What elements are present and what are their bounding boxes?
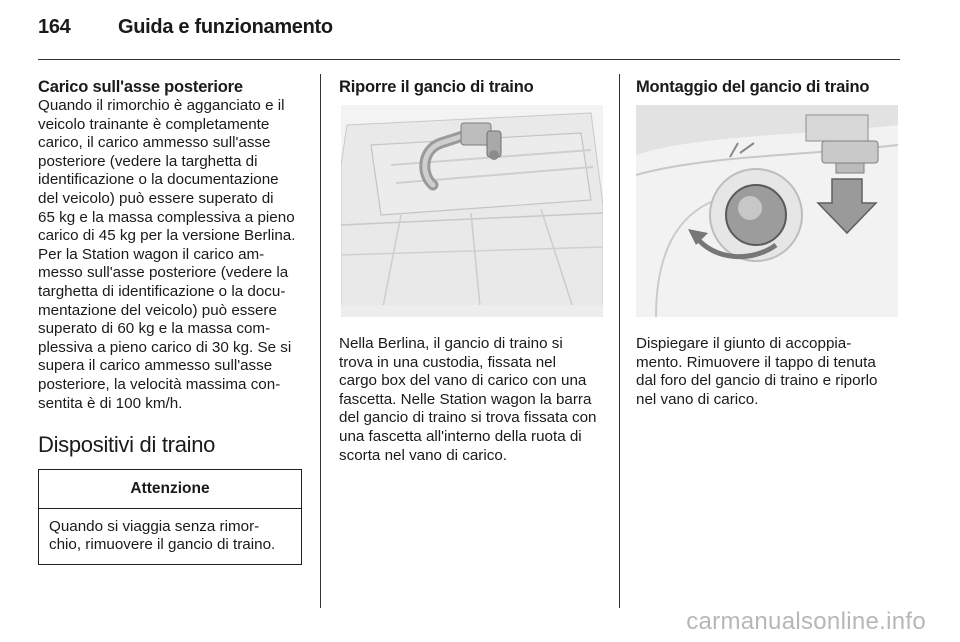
text-line: chio, rimuovere il gancio di traino. (49, 536, 276, 554)
text-line: mentazione del veicolo) può essere (38, 301, 277, 319)
warning-text (39, 509, 301, 564)
text-line: Nella Berlina, il gancio di traino si (339, 335, 563, 352)
text-line: plessiva a pieno carico di 30 kg. Se si (38, 338, 292, 356)
column-divider-2 (619, 74, 620, 608)
column-divider-1 (320, 74, 321, 608)
text-line: cargo box del vano di carico con una (339, 372, 587, 390)
text-line: scorta nel vano di carico. (339, 446, 507, 464)
mount-tow-hook-text (636, 335, 902, 409)
text-line: targhetta di identificazione o la docu‐ (38, 282, 286, 300)
text-line: trova in una custodia, fissata nel (339, 353, 556, 371)
text-line: sentita è di 100 km/h. (38, 394, 183, 412)
stow-tow-hook-heading: Riporre il gancio di traino (339, 78, 534, 96)
tow-hook-stowage-illustration (341, 105, 603, 317)
text-line: messo sull'asse posteriore (vedere la (38, 264, 289, 282)
text-line: mento. Rimuovere il tappo di tenuta (636, 353, 876, 371)
text-line: carico di 45 kg per la versione Berlina. (38, 227, 296, 245)
text-line: del veicolo) può essere superato di (38, 189, 274, 207)
text-line: supera il carico ammesso sull'asse (38, 357, 273, 375)
text-line: Quando si viaggia senza rimor‐ (49, 517, 260, 535)
warning-title: Attenzione (39, 470, 301, 509)
text-line: posteriore, la velocità massima con‐ (38, 375, 281, 393)
stow-tow-hook-text (339, 335, 605, 465)
rear-axle-text (38, 97, 304, 413)
page-header (38, 16, 333, 39)
text-line: superato di 60 kg e la massa com‐ (38, 320, 271, 338)
column-2 (339, 78, 605, 465)
rear-axle-heading: Carico sull'asse posteriore (38, 78, 243, 96)
header-rule (38, 59, 900, 60)
text-line: 65 kg e la massa complessiva a pieno (38, 208, 295, 226)
text-line: Dispiegare il giunto di accoppia‐ (636, 335, 852, 352)
mount-tow-hook-heading: Montaggio del gancio di traino (636, 78, 870, 96)
text-line: identificazione o la documentazione (38, 171, 279, 189)
text-line: nel vano di carico. (636, 390, 759, 408)
text-line: Per la Station wagon il carico am‐ (38, 245, 265, 263)
section-title: Guida e funzionamento (118, 16, 333, 38)
text-line: Quando il rimorchio è agganciato e il (38, 97, 285, 114)
column-3 (636, 78, 902, 409)
text-line: posteriore (vedere la targhetta di (38, 152, 258, 170)
text-line: carico, il carico ammesso sull'asse (38, 134, 271, 152)
text-line: una fascetta all'interno della ruota di (339, 427, 582, 445)
warning-box (38, 469, 302, 565)
page-number: 164 (38, 16, 71, 38)
towing-devices-heading: Dispositivi di traino (38, 432, 216, 458)
text-line: fascetta. Nelle Station wagon la barra (339, 390, 592, 408)
text-line: del gancio di traino si trova fissata con (339, 409, 597, 427)
tow-hook-mounting-illustration (636, 105, 898, 317)
text-line: dal foro del gancio di traino e riporlo (636, 372, 878, 390)
text-line: veicolo trainante è completamente (38, 115, 270, 133)
watermark: carmanualsonline.info (686, 608, 926, 635)
column-1 (38, 78, 304, 565)
